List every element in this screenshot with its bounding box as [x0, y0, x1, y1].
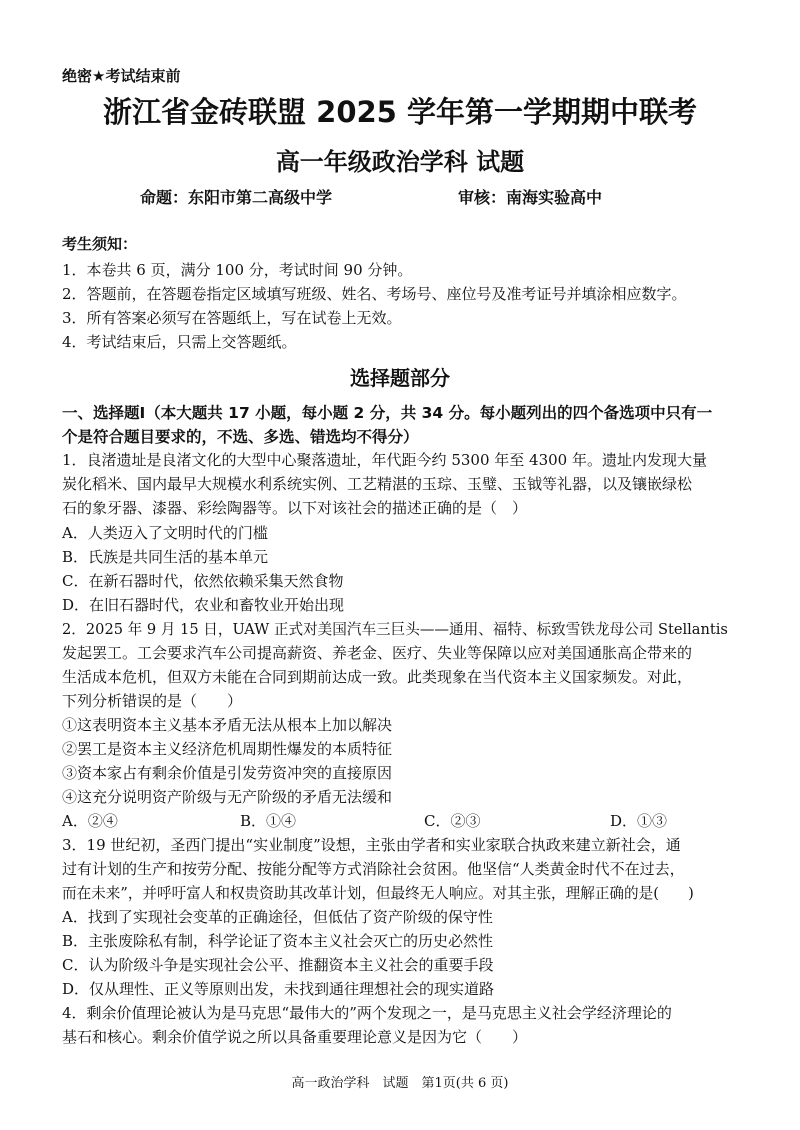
question-3-option-c: C．认为阶级斗争是实现社会公平、推翻资本主义社会的重要手段	[62, 956, 494, 974]
question-4-text: 4．剩余价值理论被认为是马克思“最伟大的”两个发现之一，是马克思主义社会学经济理论的	[62, 1004, 672, 1022]
question-3-text: 过有计划的生产和按劳分配、按能分配等方式消除社会贫困。他坚信“人类黄金时代不在过去，	[62, 860, 685, 878]
section-title: 选择题部分	[350, 366, 450, 390]
notice-item: 1．本卷共 6 页，满分 100 分，考试时间 90 分钟。	[62, 261, 413, 279]
question-2-statement-2: ②罢工是资本主义经济危机周期性爆发的本质特征	[62, 740, 393, 758]
question-maker: 命题：东阳市第二高级中学	[140, 188, 333, 207]
notice-item: 3．所有答案必须写在答题纸上，写在试卷上无效。	[62, 309, 402, 327]
question-2-text: 发起罢工。工会要求汽车公司提高薪资、养老金、医疗、失业等保障以应对美国通胀高企带来的	[62, 644, 693, 662]
question-2-text: 生活成本危机，但双方未能在合同到期前达成一致。此类现象在当代资本主义国家频发。对此，	[62, 668, 693, 686]
question-2-text: 2．2025 年 9 月 15 日，UAW 正式对美国汽车三巨头——通用、福特、标致雪铁龙母公司 Stellantis	[62, 621, 728, 638]
question-2-statement-3: ③资本家占有剩余价值是引发劳资冲突的直接原因	[62, 764, 393, 782]
question-3-option-d: D．仅从理性、正义等原则出发，未找到通往理想社会的现实道路	[62, 980, 495, 998]
exam-subtitle: 高一年级政治学科 试题	[275, 148, 525, 176]
question-reviewer: 审核：南海实验高中	[458, 188, 603, 207]
confidential-mark: 绝密★考试结束前	[62, 67, 181, 85]
exam-title: 浙江省金砖联盟 2025 学年第一学期期中联考	[103, 95, 697, 129]
question-1-text: 炭化稻米、国内最早大规模水利系统实例、工艺精湛的玉琮、玉璧、玉钺等礼器，以及镶嵌绿松	[62, 475, 693, 493]
question-1-option-a: A．人类迈入了文明时代的门槛	[62, 524, 268, 542]
page-footer: 高一政治学科 试题 第1页(共 6 页)	[291, 1076, 509, 1091]
question-3-text: 3．19 世纪初，圣西门提出“实业制度”设想，主张由学者和实业家联合执政来建立新社会，通	[62, 836, 681, 854]
question-1-text: 石的象牙器、漆器、彩绘陶器等。以下对该社会的描述正确的是（ ）	[62, 499, 528, 517]
part-instructions: 个是符合题目要求的，不选、多选、错选均不得分）	[62, 428, 419, 446]
question-2-statement-4: ④这充分说明资产阶级与无产阶级的矛盾无法缓和	[62, 788, 393, 806]
question-2-text: 下列分析错误的是（ ）	[62, 692, 243, 710]
notice-item: 4．考试结束后，只需上交答题纸。	[62, 333, 297, 351]
question-2-option-d: D．①③	[610, 812, 668, 830]
question-1-text: 1．良渚遗址是良渚文化的大型中心聚落遗址，年代距今约 5300 年至 4300 年。遗址内发现大量	[62, 451, 707, 469]
question-1-option-c: C．在新石器时代，依然依赖采集天然食物	[62, 572, 344, 590]
question-3-option-b: B．主张废除私有制，科学论证了资本主义社会灭亡的历史必然性	[62, 932, 494, 950]
question-1-option-d: D．在旧石器时代，农业和畜牧业开始出现	[62, 596, 345, 614]
notice-item: 2．答题前，在答题卷指定区域填写班级、姓名、考场号、座位号及准考证号并填涂相应数字。	[62, 285, 687, 303]
question-1-option-b: B．氏族是共同生活的基本单元	[62, 548, 269, 566]
question-2-option-a: A．②④	[62, 812, 118, 830]
question-2-option-c: C．②③	[424, 812, 481, 830]
question-2-statement-1: ①这表明资本主义基本矛盾无法从根本上加以解决	[62, 716, 393, 734]
notice-title: 考生须知：	[62, 235, 138, 253]
question-2-option-b: B．①④	[240, 812, 297, 830]
question-3-option-a: A．找到了实现社会变革的正确途径，但低估了资产阶级的保守性	[62, 908, 493, 926]
question-4-text: 基石和核心。剩余价值学说之所以具备重要理论意义是因为它（ ）	[62, 1028, 528, 1046]
question-3-text: 而在未来”，并呼吁富人和权贵资助其改革计划，但最终无人响应。对其主张，理解正确的是( )	[62, 885, 694, 902]
part-instructions: 一、选择题Ⅰ（本大题共 17 小题，每小题 2 分，共 34 分。每小题列出的四个备选项中只有一	[62, 404, 713, 422]
